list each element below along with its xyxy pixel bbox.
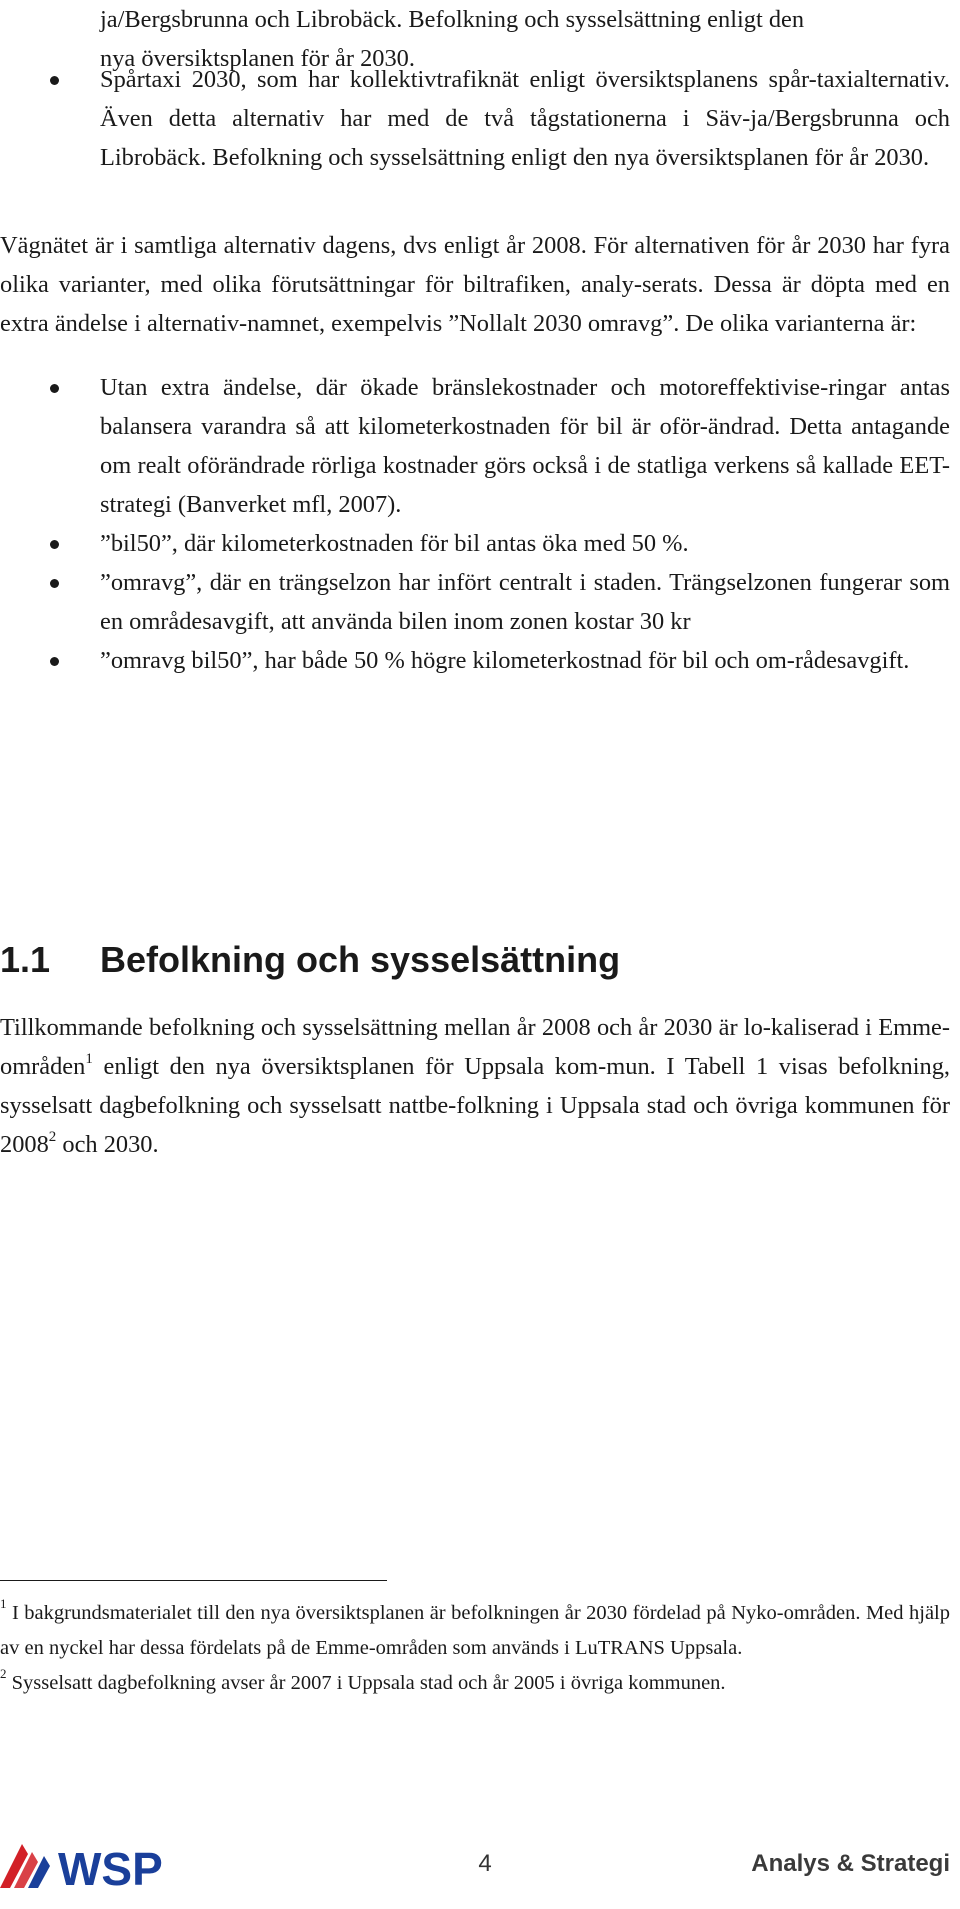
list-item xyxy=(0,60,950,177)
footnote-ref-2[interactable]: 2 xyxy=(48,1128,57,1145)
list-item xyxy=(0,641,950,680)
bullet-icon xyxy=(50,579,59,588)
section-paragraph-part-1: Tillkommande befolkning och sysselsättning mellan år 2008 och år 2030 är lo-kaliserad i Emme-områden xyxy=(0,1014,950,1080)
footnote-text: Sysselsatt dagbefolkning avser år 2007 i Uppsala stad och år 2005 i övriga kommunen. xyxy=(6,1672,726,1694)
logo-text: WSP xyxy=(58,1843,163,1894)
alternatives-list xyxy=(0,60,950,177)
section-heading xyxy=(0,938,620,982)
section-paragraph xyxy=(0,1008,950,1164)
section-paragraph-part-3: och 2030. xyxy=(56,1131,159,1158)
footnote-1 xyxy=(0,1596,950,1666)
list-item-text: ”omravg bil50”, har både 50 % högre kilometerkostnad för bil och om-rådesavgift. xyxy=(100,647,910,674)
footnotes xyxy=(0,1596,950,1701)
page-footer xyxy=(0,1838,960,1898)
list-item xyxy=(0,368,950,524)
section-paragraph-part-2: enligt den nya översiktsplanen för Uppsala kom-mun. I Tabell 1 visas befolkning, sysselsatt dagbefolkning och sysselsatt nattbe-folkning i Uppsala stad och övriga kommunen för 2008 xyxy=(0,1053,950,1158)
bullet-icon xyxy=(50,657,59,666)
bullet-icon xyxy=(50,384,59,393)
footnote-text: I bakgrundsmaterialet till den nya översiktsplanen är befolkningen år 2030 fördelad på Nyko-områden. Med hjälp av en nyckel har dessa fördelats på de Emme-områden som används i LuTRANS Uppsala. xyxy=(0,1602,950,1659)
footnote-ref-1[interactable]: 1 xyxy=(85,1050,93,1067)
list-item-text: Spårtaxi 2030, som har kollektivtrafiknät enligt översiktsplanens spår-taxialternativ. Även detta alternativ har med de två tågstationerna i Säv-ja/Bergsbrunna och Librobäck. Befolkning och sysselsättning enligt den nya översiktsplanen för år 2030. xyxy=(100,66,950,171)
list-item xyxy=(0,524,950,563)
footnote-divider xyxy=(0,1580,387,1581)
footnote-2 xyxy=(0,1666,950,1701)
section-title: Befolkning och sysselsättning xyxy=(100,939,621,980)
list-item-text: Utan extra ändelse, där ökade bränslekostnader och motoreffektivise-ringar antas balansera varandra så att kilometerkostnaden för bil är oför-ändrad. Detta antagande om realt oförändrade rörliga kostnader görs också i de statliga verkens så kallade EET-strategi (Banverket mfl, 2007). xyxy=(100,374,950,518)
bullet-icon xyxy=(50,540,59,549)
list-item-text: ”bil50”, där kilometerkostnaden för bil antas öka med 50 %. xyxy=(100,530,689,557)
bullet-icon xyxy=(50,76,59,85)
continued-line-2: nya översiktsplanen för år 2030. xyxy=(100,45,415,72)
paragraph-road-network: Vägnätet är i samtliga alternativ dagens, dvs enligt år 2008. För alternativen för år 2030 har fyra olika varianter, med olika förutsättningar för biltrafiken, analy-serats. Dessa är döpta med en extra ändelse i alternativ-namnet, exempelvis ”Nollalt 2030 omravg”. De olika varianterna är: xyxy=(0,232,950,337)
variants-list xyxy=(0,368,950,680)
continued-line-1: ja/Bergsbrunna och Librobäck. Befolkning och sysselsättning enligt den xyxy=(100,6,805,33)
footnote-mark: 1 xyxy=(0,1596,7,1612)
list-item xyxy=(0,563,950,641)
wsp-logo xyxy=(0,1838,200,1894)
footer-title: Analys & Strategi xyxy=(751,1850,950,1877)
list-item-text: ”omravg”, där en trängselzon har infört centralt i staden. Trängselzonen fungerar som en områdesavgift, att använda bilen inom zonen kostar 30 kr xyxy=(100,569,950,635)
section-number: 1.1 xyxy=(0,939,51,980)
footnote-mark: 2 xyxy=(0,1666,7,1682)
page-number: 4 xyxy=(478,1850,492,1877)
